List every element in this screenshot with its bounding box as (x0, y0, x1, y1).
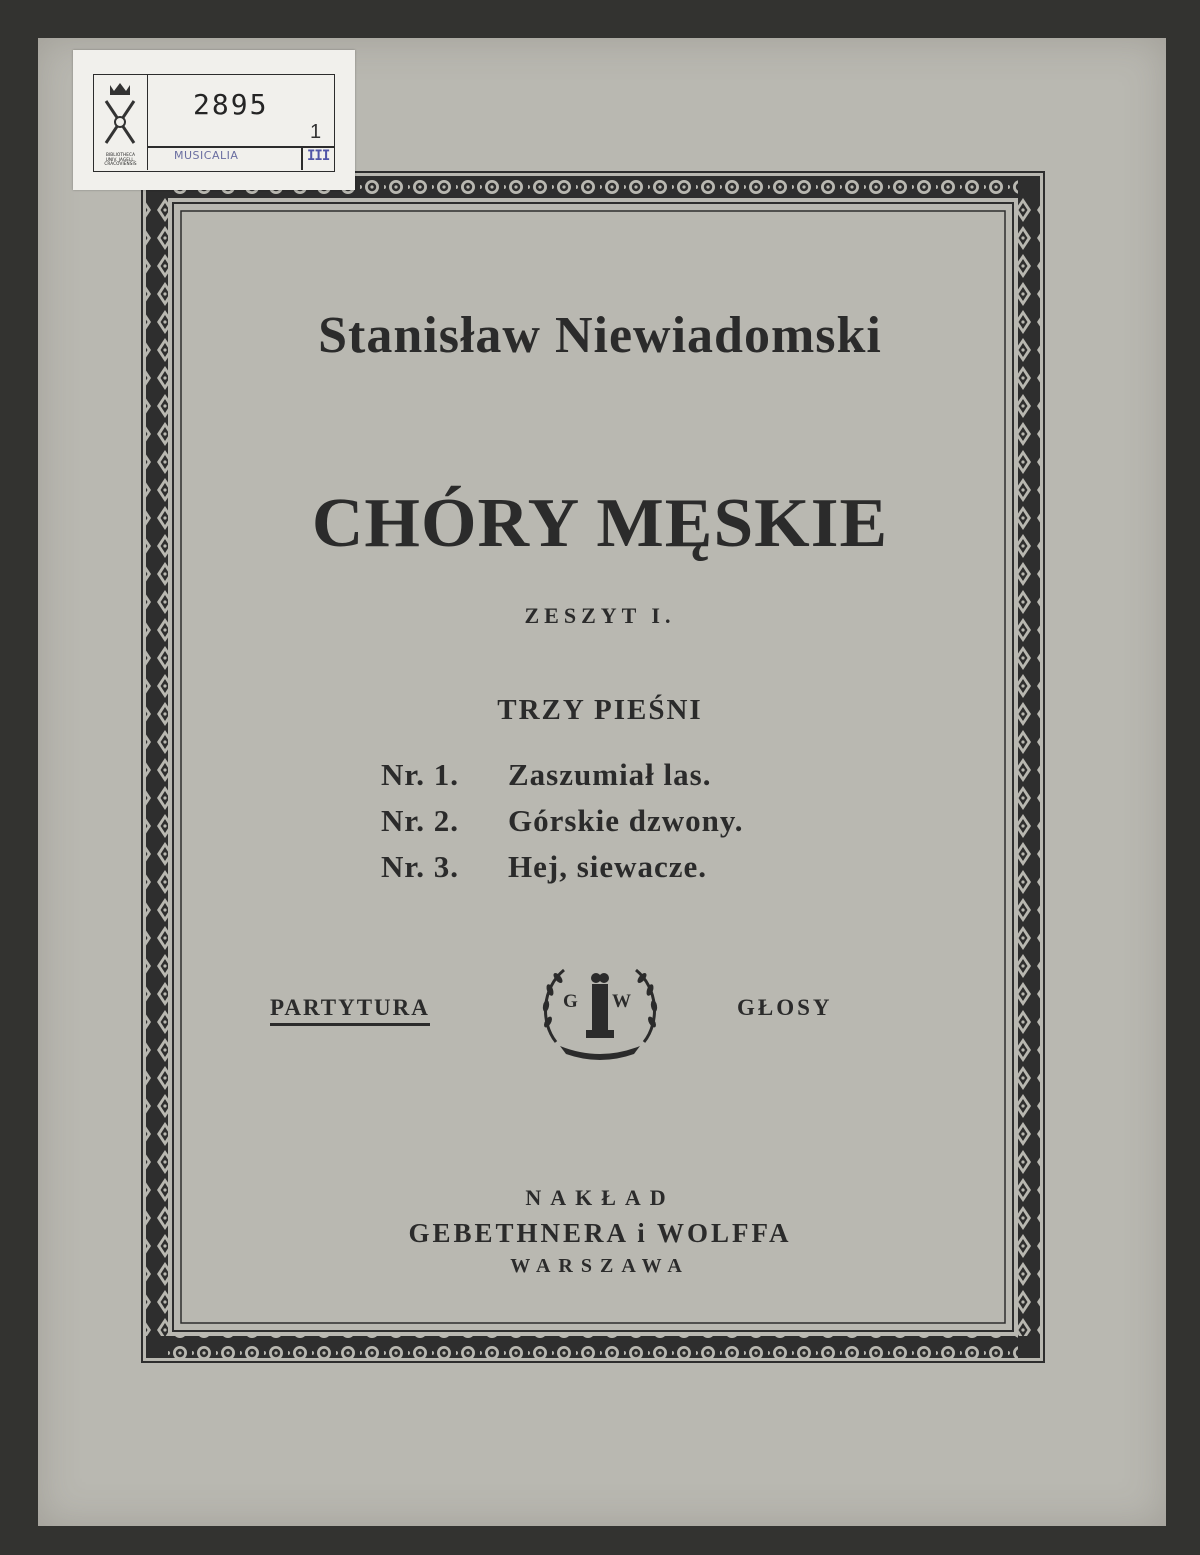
logo-letter-w: W (612, 991, 631, 1012)
song-number: Nr. 1. (381, 757, 460, 792)
work-subtitle: TRZY PIEŚNI (497, 694, 703, 726)
work-title: CHÓRY MĘSKIE (311, 485, 889, 562)
composer-name: Stanisław Niewiadomski (318, 307, 882, 364)
song-list (381, 752, 743, 890)
label-divider-vertical (301, 146, 303, 170)
library-emblem (94, 75, 148, 170)
volume-number: ZESZYT I. (524, 603, 676, 628)
song-title: Górskie dzwony. (508, 803, 744, 838)
score-option-partytura: PARTYTURA (270, 995, 430, 1026)
publisher-name: GEBETHNERA i WOLFFA (408, 1218, 792, 1248)
logo-letter-g: G (563, 991, 578, 1012)
library-emblem-text: BIBLIOTHECA UNIV. JAGELL. CRACOVIENSIS (104, 152, 137, 167)
roman-stamp: III (307, 148, 330, 164)
label-divider (147, 146, 334, 148)
crossed-scepters-icon (100, 81, 140, 151)
handwritten-mark: 1 (310, 121, 322, 143)
library-label (73, 50, 355, 190)
song-item (381, 844, 743, 890)
song-title: Hej, siewacze. (508, 849, 708, 884)
song-number: Nr. 2. (381, 803, 460, 838)
publisher-line-1: NAKŁAD (525, 1185, 675, 1210)
score-option-glosy: GŁOSY (737, 995, 833, 1020)
publisher-city: WARSZAWA (510, 1255, 690, 1277)
song-item (381, 752, 743, 798)
shelf-number: 2895 (193, 88, 269, 121)
collection-stamp: MUSICALIA (174, 149, 239, 162)
song-number: Nr. 3. (381, 849, 460, 884)
publisher-logo-icon (538, 958, 662, 1062)
song-title: Zaszumiał las. (508, 757, 712, 792)
song-item (381, 798, 743, 844)
